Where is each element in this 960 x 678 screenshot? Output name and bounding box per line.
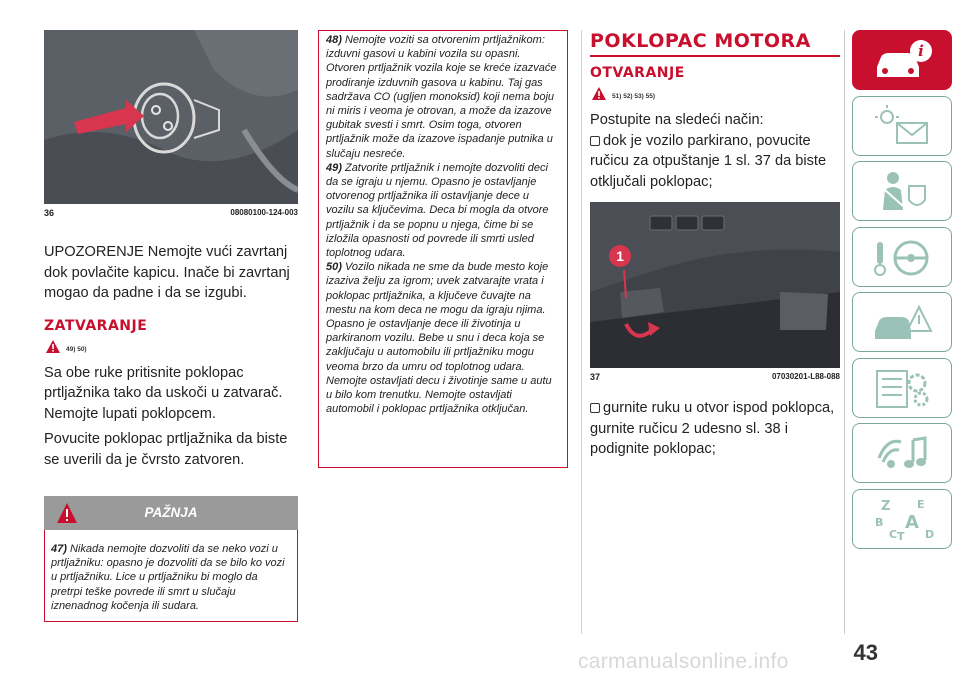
note-number: 50)	[326, 261, 342, 274]
note-49	[326, 161, 560, 260]
intro-text: Postupite na sledeći način:	[590, 112, 764, 128]
maintenance-icon	[867, 363, 937, 413]
emergency-icon	[867, 297, 937, 347]
page-number: 43	[853, 640, 878, 665]
warning-references: 51) 52) 53) 55)	[612, 93, 655, 100]
tab-index[interactable]	[852, 489, 952, 549]
note-text: Zatvorite prtljažnik i nemojte dozvoliti deci da se igraju u njemu. Opasno je ostavljanje otvorenog prtljažnika ili ostavljanje dece u vozilu sa ključevima. Deca bi mogla da otvore prtljažnik i da se popnu u njega, čime bi se izložila opasnosti od povrede ili smrti usled toplotnog udara.	[326, 161, 549, 260]
note-number: 47)	[51, 543, 67, 555]
index-letter: T	[897, 529, 905, 543]
tab-safety[interactable]	[852, 161, 952, 221]
tab-maintenance[interactable]	[852, 358, 952, 418]
note-50	[326, 260, 560, 416]
warning-triangle-icon	[46, 340, 60, 353]
checkbox-icon	[590, 136, 600, 146]
index-letter: B	[875, 515, 884, 529]
note-text: Vozilo nikada ne sme da bude mesto koje izaziva želju za igrom; uvek zatvarajte vrata i poklopac prtljažnika, a ključeve čuvajte na mestu na kom deca ne mogu da igraju njima. Opasno je ostavljanje dece ili životinja u parkiranom vozilu. Bebe u snu i deca koja se zaključaju u automobilu ili prtljažniku mogu veoma brzo da umru od toplotnog udara. Nemojte ostavljati decu i životinje same u autu u bilo kom trenutku. Nemojte ostavljati automobil i poklopac prtljažnika otključan.	[326, 261, 552, 416]
step-2	[590, 398, 840, 460]
warning-paragraph: UPOZORENJE Nemojte vući zavrtanj dok povlačite kapicu. Inače bi zavrtanj mogao da padne i da se izgubi.	[44, 244, 290, 301]
car-info-icon	[867, 35, 937, 85]
multimedia-icon	[867, 428, 937, 478]
note-text: Nikada nemojte dozvoliti da se neko vozi u prtljažniku: opasno je dozvoliti da se bilo ko vozi u prtljažniku. Lice u prtljažniku bi moglo da pretrpi teške povrede ili smrt u slučaju iznenadnog kočenja ili sudara.	[51, 543, 285, 612]
attention-label: PAŽNJA	[144, 505, 198, 520]
closing-heading: ZATVARANJE	[44, 317, 148, 334]
figure-code: 07030201-L88-088	[771, 372, 840, 381]
column-divider	[581, 30, 582, 634]
index-icon	[867, 494, 937, 544]
cap-removal-illustration	[44, 30, 298, 204]
note-number: 48)	[326, 34, 342, 46]
warning-lights-icon	[867, 101, 937, 151]
sidebar-divider	[844, 30, 845, 634]
note-text: Nemojte voziti sa otvorenim prtljažnikom: izduvni gasovi u kabini vozila su opasni. Otvoren prtljažnik vozila koje se kreće izazvaće prodiranje izduvnih gasova u kabinu. Taj gas sadržava CO (ugljen monoksid) koji nema boju ni miris i veoma je otrovan, a može da izazove gubitak svesti i smrt. Osim toga, otvoren prtljažnik može da izazove ispadanje putnika u slučaju nesreće.	[326, 34, 557, 160]
note-48	[326, 33, 560, 161]
figure-number: 36	[44, 208, 55, 218]
attention-header	[44, 496, 298, 530]
index-letter: C	[889, 527, 898, 541]
closing-paragraph-2: Povucite poklopac prtljažnika da biste se uverili da je čvrsto zatvoren.	[44, 431, 288, 468]
step-text: dok je vozilo parkirano, povucite ručicu za otpuštanje 1 sl. 37 da biste otključali poklopac;	[590, 132, 827, 190]
step-text: gurnite ruku u otvor ispod poklopca, gurnite ručicu 2 udesno sl. 38 i podignite poklopac;	[590, 400, 835, 457]
figure-number: 37	[590, 372, 601, 382]
index-letter: Z	[881, 498, 891, 514]
note-number: 49)	[326, 161, 342, 174]
index-letter: E	[917, 497, 925, 511]
figure-37-photo	[590, 202, 840, 368]
hood-title: POKLOPAC MOTORA	[590, 30, 840, 57]
index-letter: D	[925, 527, 935, 541]
figure-36-photo	[44, 30, 298, 204]
callout-number: 1	[616, 248, 624, 264]
opening-heading: OTVARANJE	[590, 65, 685, 81]
driving-icon	[867, 232, 937, 282]
opening-warning-refs	[592, 87, 840, 100]
step-1	[590, 131, 840, 193]
warning-references: 49) 50)	[66, 345, 87, 353]
figure-code: 08080100-124-003	[230, 208, 298, 217]
figure-37-caption	[590, 372, 840, 382]
attention-note-box	[44, 530, 298, 622]
tab-car-info[interactable]	[852, 30, 952, 90]
hood-release-illustration	[590, 202, 840, 368]
tab-driving[interactable]	[852, 227, 952, 287]
index-letter: A	[905, 511, 919, 533]
closing-paragraph-1: Sa obe ruke pritisnite poklopac prtljažnika tako da uskoči u zatvarač. Nemojte lupati poklopcem.	[44, 364, 283, 422]
watermark: carmanualsonline.info	[578, 650, 789, 673]
middle-column	[318, 30, 568, 468]
figure-36-caption	[44, 208, 298, 218]
info-letter: i	[918, 42, 924, 60]
warnings-box	[318, 30, 568, 468]
tab-emergency[interactable]	[852, 292, 952, 352]
safety-icon	[867, 166, 937, 216]
right-column	[590, 30, 840, 460]
checkbox-icon	[590, 403, 600, 413]
chapter-sidebar	[852, 30, 956, 554]
closing-warning-refs	[46, 340, 298, 353]
left-column	[44, 30, 298, 622]
tab-multimedia[interactable]	[852, 423, 952, 483]
tab-warning-lights[interactable]	[852, 96, 952, 156]
warning-triangle-icon	[592, 87, 606, 100]
